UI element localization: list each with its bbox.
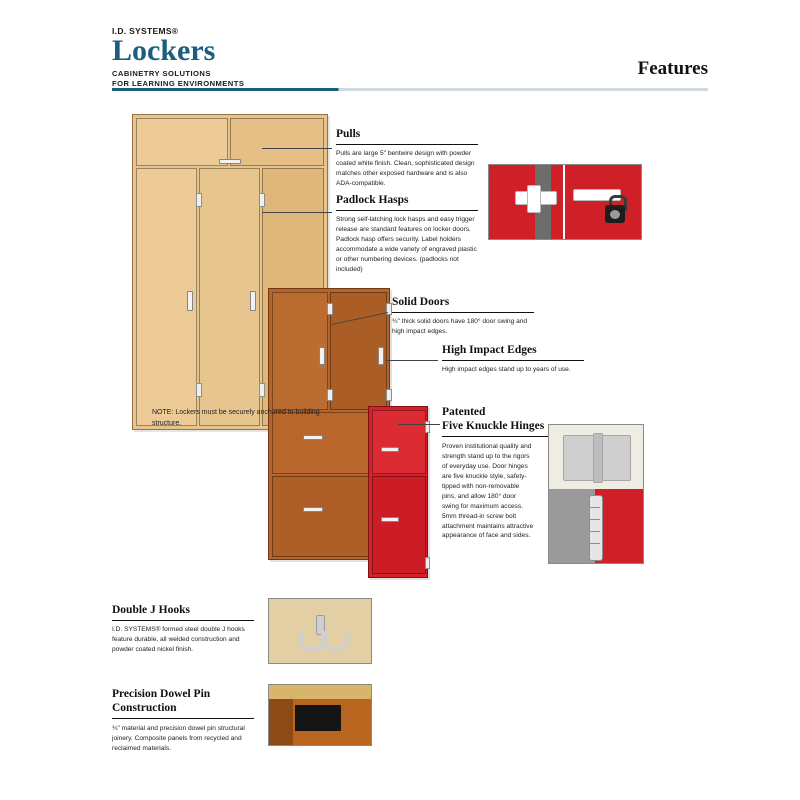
callout-heading: Solid Doors: [392, 296, 450, 308]
callout-precision-dowel-pin: [112, 688, 254, 754]
hinge-mark: [196, 193, 202, 207]
callout-rule: [336, 144, 478, 145]
hinge-mark: [196, 383, 202, 397]
callout-five-knuckle-hinges: [442, 406, 544, 541]
brand-kicker: I.D. SYSTEMS®: [112, 26, 179, 36]
callout-body: High impact edges stand up to years of use.: [442, 366, 571, 374]
brand-subtitle-line1: CABINETRY SOLUTIONS: [112, 68, 211, 78]
hinge-mark: [425, 557, 430, 569]
callout-double-j-hooks: [112, 604, 254, 655]
brand-subtitle-line2: FOR LEARNING ENVIRONMENTS: [112, 78, 245, 88]
callout-heading: Patented: [442, 406, 486, 418]
leader-line-hinges: [398, 424, 440, 425]
hinge-knuckle-line: [590, 507, 600, 508]
hasp-latch-icon: [527, 185, 541, 213]
locker-door: [230, 118, 324, 166]
hinge-knuckle-icon: [589, 495, 603, 561]
callout-body: ¾" thick solid doors have 180° door swing and high impact edges.: [392, 318, 528, 336]
section-title: Features: [637, 58, 708, 79]
callout-solid-doors: [392, 296, 534, 337]
photo-dowel-cavity: [295, 705, 341, 731]
hinge-mark: [259, 383, 265, 397]
door-pull: [303, 507, 323, 512]
locker-door: [372, 410, 426, 474]
door-pull: [303, 435, 323, 440]
door-pull: [250, 291, 256, 311]
callout-heading: Double J Hooks: [112, 604, 190, 616]
callout-heading: Padlock Hasps: [336, 194, 409, 206]
header-divider: [112, 88, 708, 91]
callout-rule: [392, 312, 534, 313]
callout-rule: [112, 620, 254, 621]
red-locker-unit: [368, 406, 428, 578]
hinge-mark: [327, 303, 333, 315]
five-knuckle-hinge-photo: [548, 424, 644, 564]
callout-heading: High Impact Edges: [442, 344, 537, 356]
callout-body: ¾" material and precision dowel pin structural joinery. Composite panels from recycled and reclaimed materials.: [112, 725, 245, 753]
leader-line-hasps: [262, 212, 332, 213]
photo-panel-right: [563, 165, 641, 239]
hinge-mark: [386, 389, 392, 401]
photo-wood-top-edge: [269, 685, 371, 699]
door-pull: [381, 517, 399, 522]
callout-rule: [112, 718, 254, 719]
hinge-pin-icon: [593, 433, 603, 483]
hinge-knuckle-line: [590, 519, 600, 520]
callout-padlock-hasps: [336, 194, 478, 275]
callout-heading: Pulls: [336, 128, 361, 140]
photo-panel-edge: [269, 699, 293, 746]
callout-body: Strong self-latching lock hasps and easy trigger release are standard features on locker doors. Padlock hasp offers security. Label holders accommodate a wide variety of engraved plastic or other numbering devices. (padlocks not included): [336, 216, 477, 273]
hinge-leaf-left-icon: [563, 435, 595, 481]
padlock-dial-icon: [610, 210, 620, 219]
callout-rule: [336, 210, 478, 211]
door-pull: [187, 291, 193, 311]
brand-subtitle: [112, 69, 412, 90]
door-pull: [378, 347, 384, 365]
anchor-note: NOTE: Lockers must be securely anchored to building structure.: [152, 409, 320, 427]
leader-line-high-impact-edges: [386, 360, 438, 361]
padlock-hasp-photo: [488, 164, 642, 240]
dowel-pin-construction-photo: [268, 684, 372, 746]
double-j-hook-photo: [268, 598, 372, 664]
hinge-mark: [327, 389, 333, 401]
hinge-mark: [425, 421, 430, 433]
locker-door: [136, 118, 228, 166]
callout-heading-2: Construction: [112, 702, 177, 715]
door-pull: [319, 347, 325, 365]
callout-body: Pulls are large 5" bentwire design with powder coated white finish. Clean, sophisticated design matches other exposed hardware and is also ADA-compatible.: [336, 150, 475, 187]
brand-block: [112, 26, 412, 89]
locker-door: [372, 476, 426, 574]
hinge-knuckle-line: [590, 531, 600, 532]
callout-body: I.D. SYSTEMS® formed steel double J hooks feature durable, all welded construction and powder coated nickel finish.: [112, 626, 245, 653]
callout-pulls: [336, 128, 478, 189]
callout-heading: Precision Dowel Pin: [112, 688, 211, 700]
door-pull: [219, 159, 241, 164]
hinge-mark: [259, 193, 265, 207]
callout-rule: [442, 360, 584, 361]
hinge-knuckle-line: [590, 543, 600, 544]
hinge-leaf-right-icon: [599, 435, 631, 481]
callout-heading-2: Five Knuckle Hinges: [442, 420, 545, 433]
hook-arm-right-icon: [321, 631, 349, 651]
callout-high-impact-edges: [442, 344, 584, 375]
page-title: Lockers: [112, 34, 216, 67]
door-pull: [381, 447, 399, 452]
callout-body: Proven institutional quality and strength stand up to the rigors of everyday use. Door hinges are five knuckle style, safety-tipped with non-removable pins, and allow 180° door swing for maximum access. 5mm thread-in screw bolt attachment maintains attractive appearance of face and sides.: [442, 443, 534, 540]
leader-line-pulls: [262, 148, 332, 149]
